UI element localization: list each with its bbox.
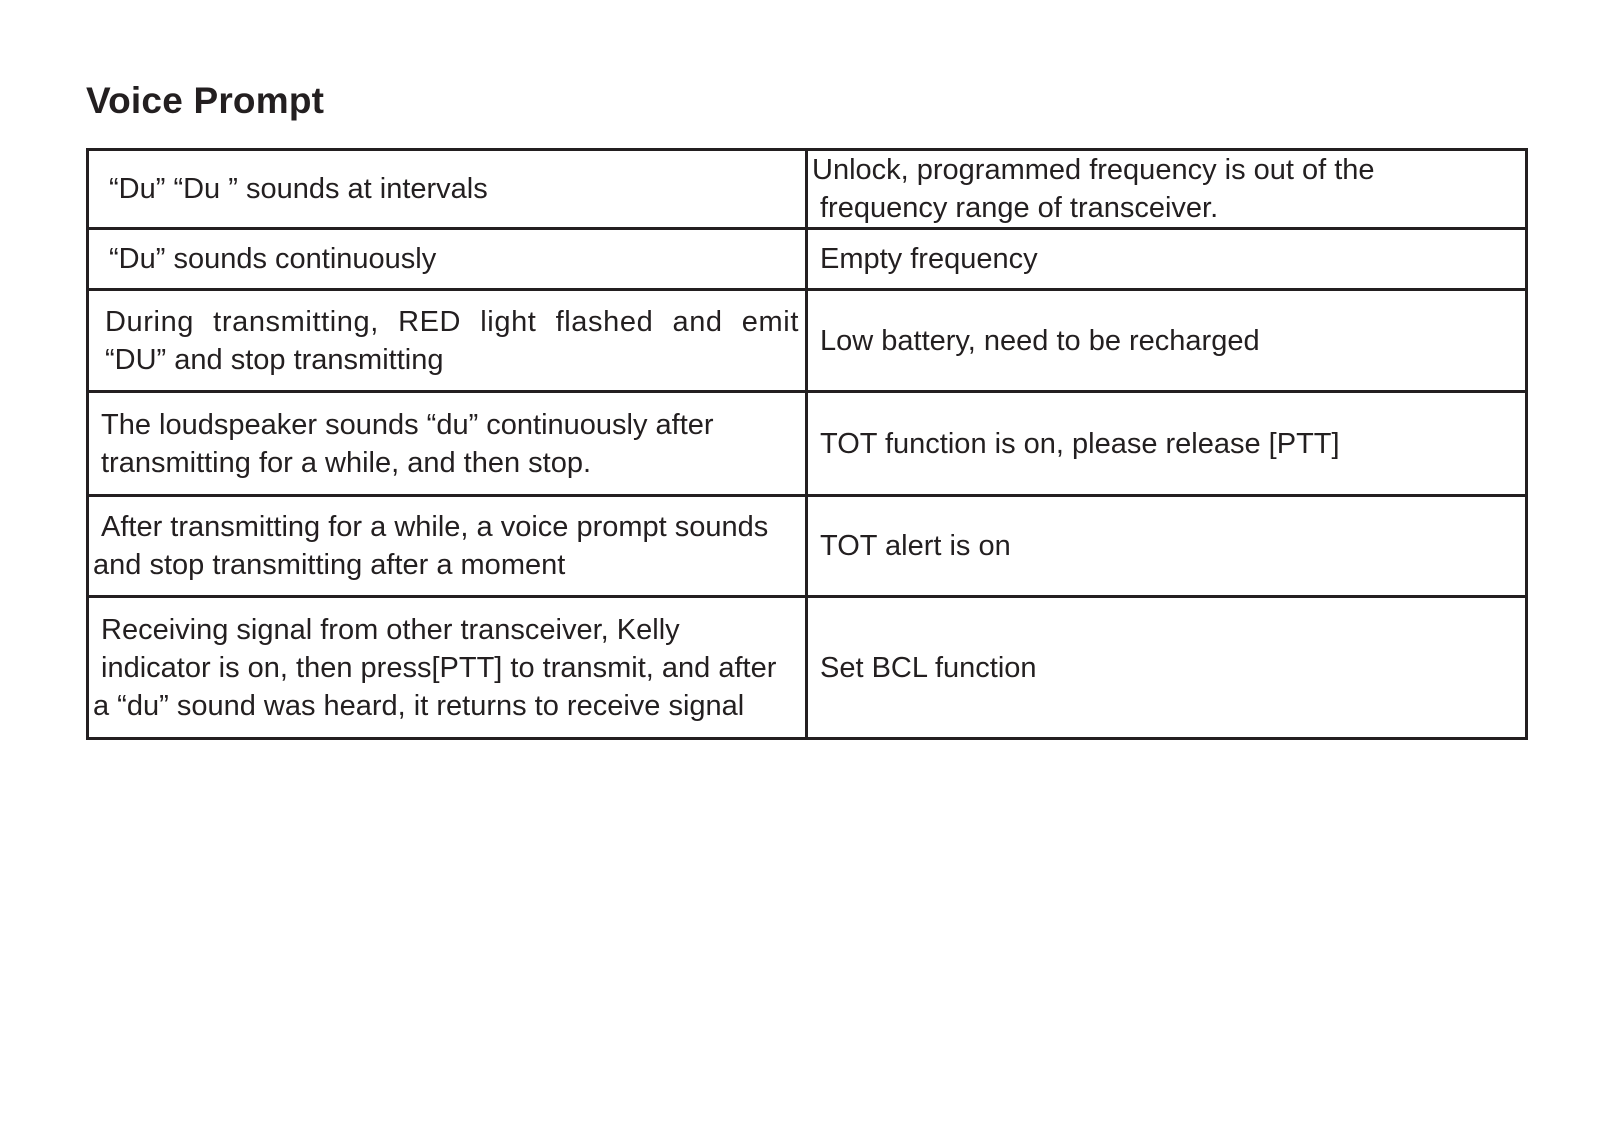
meaning-text: Unlock, programmed frequency is out of the (812, 154, 1375, 186)
meaning-text: Low battery, need to be recharged (820, 324, 1260, 357)
condition-text: “Du” “Du ” sounds at intervals (109, 173, 488, 205)
table-row (88, 290, 1527, 392)
meaning-cell (807, 150, 1527, 229)
condition-text: “DU” and stop transmitting (105, 343, 444, 376)
table-row (88, 150, 1527, 229)
condition-text: indicator is on, then press[PTT] to transmit, and after (101, 651, 777, 684)
meaning-text: TOT function is on, please release [PTT] (820, 427, 1340, 460)
table-row (88, 597, 1527, 739)
meaning-text: TOT alert is on (820, 530, 1011, 562)
table-row (88, 392, 1527, 496)
condition-text: a “du” sound was heard, it returns to receive signal (93, 689, 745, 722)
meaning-cell (807, 392, 1527, 496)
condition-text: After transmitting for a while, a voice prompt sounds (101, 511, 769, 543)
condition-cell (88, 229, 807, 290)
condition-text: The loudspeaker sounds “du” continuously after (101, 408, 714, 441)
condition-cell (88, 290, 807, 392)
condition-cell (88, 150, 807, 229)
meaning-text: Empty frequency (820, 243, 1038, 275)
condition-text: “Du” sounds continuously (109, 243, 437, 275)
condition-cell (88, 392, 807, 496)
table-row (88, 229, 1527, 290)
meaning-cell (807, 229, 1527, 290)
page-title: Voice Prompt (86, 80, 325, 121)
condition-cell (88, 496, 807, 597)
meaning-text: frequency range of transceiver. (820, 192, 1219, 224)
meaning-text: Set BCL function (820, 651, 1037, 684)
meaning-cell (807, 290, 1527, 392)
condition-text: Receiving signal from other transceiver, Kelly (101, 613, 680, 646)
voice-prompt-table (86, 148, 1528, 740)
condition-text: and stop transmitting after a moment (93, 549, 566, 581)
condition-text: During transmitting, RED light flashed and emit (105, 305, 799, 338)
condition-cell (88, 597, 807, 739)
table-row (88, 496, 1527, 597)
meaning-cell (807, 496, 1527, 597)
condition-text: transmitting for a while, and then stop. (101, 446, 592, 479)
meaning-cell (807, 597, 1527, 739)
